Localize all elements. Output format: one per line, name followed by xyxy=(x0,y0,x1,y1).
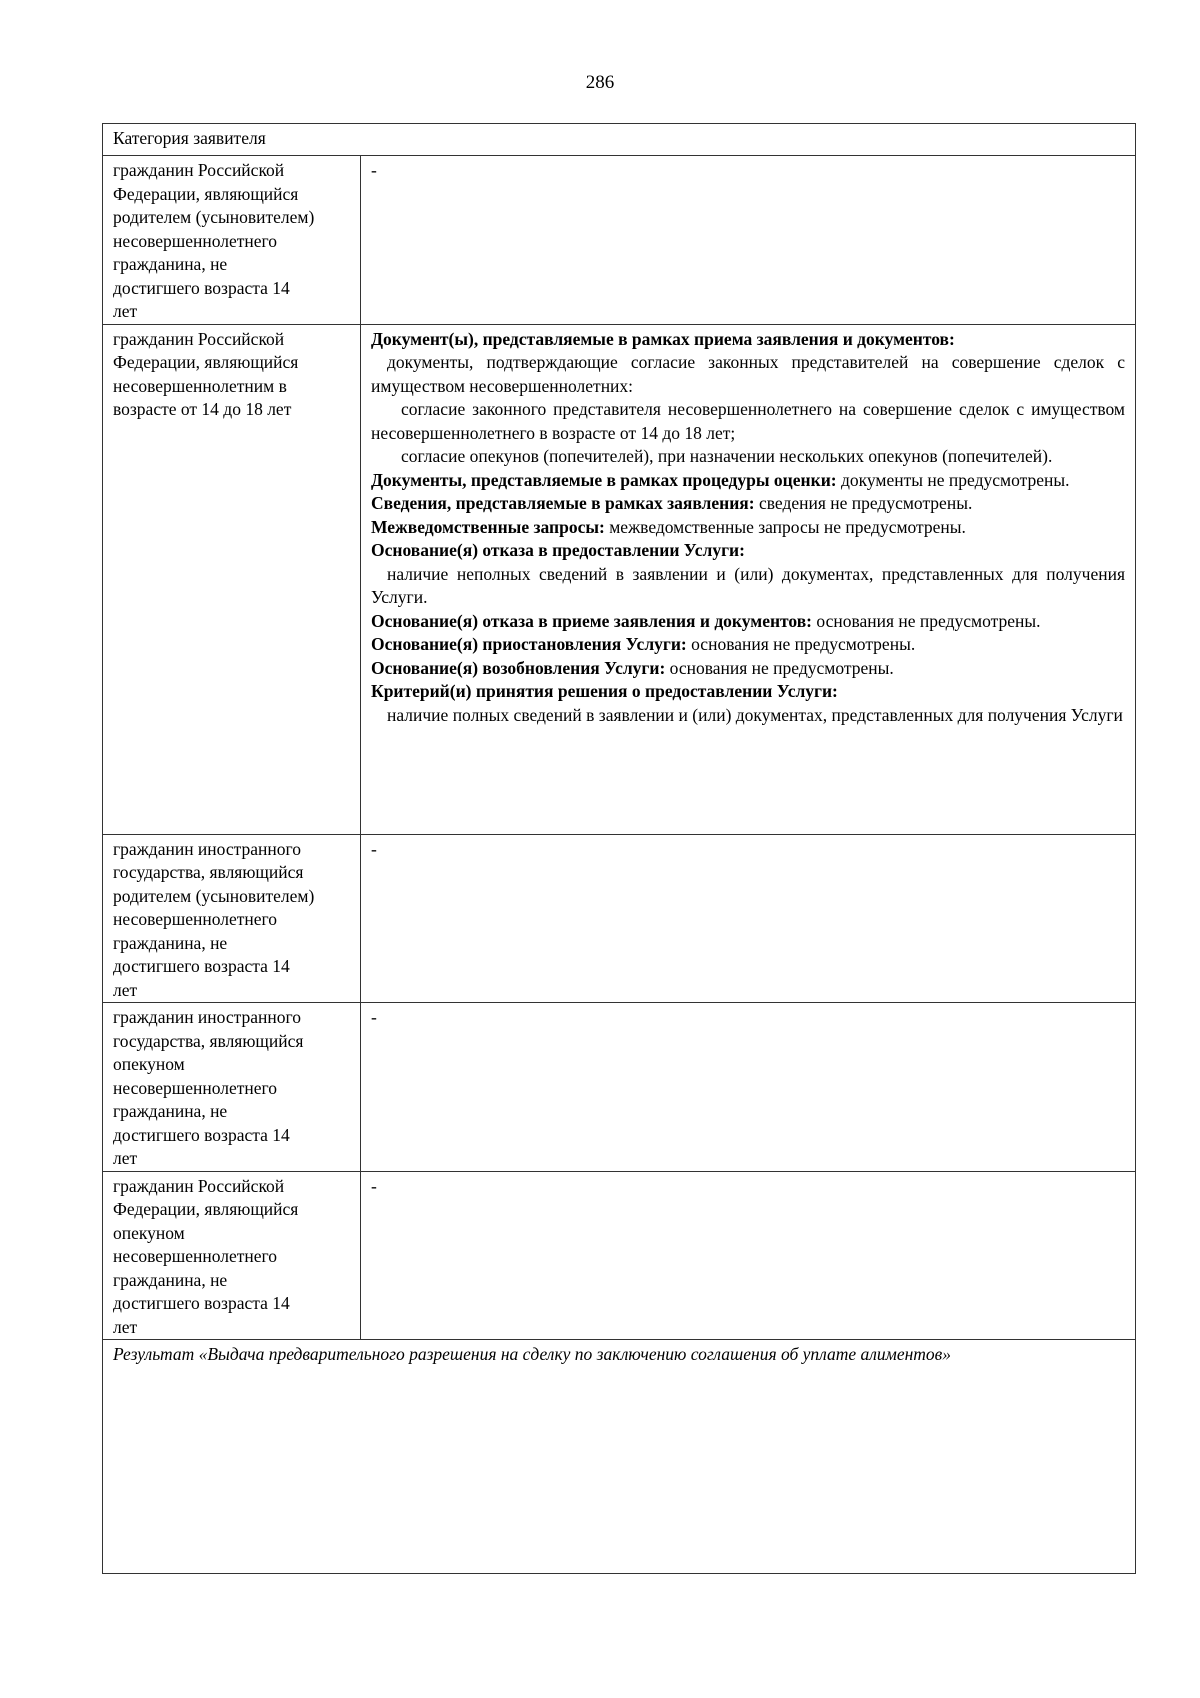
suspend-line xyxy=(371,633,1125,657)
resume-label: Основание(я) возобновления Услуги: xyxy=(371,657,666,678)
resume-value: основания не предусмотрены. xyxy=(669,657,894,678)
category-line: достигшего возраста 14 xyxy=(113,956,290,976)
docs-heading: Документ(ы), представляемые в рамках приема заявления и документов: xyxy=(371,328,955,349)
docs-sub-item: согласие опекунов (попечителей), при назначении нескольких опекунов (попечителей). xyxy=(401,446,1053,466)
refusal-accept-value: основания не предусмотрены. xyxy=(816,610,1041,631)
table-row xyxy=(103,156,1136,325)
category-line: лет xyxy=(113,979,138,1000)
table-row xyxy=(103,1171,1136,1340)
applicant-category-table xyxy=(102,123,1136,1574)
table-header-cell: Категория заявителя xyxy=(103,124,1136,156)
category-line: гражданина, не xyxy=(113,1101,228,1121)
category-line: достигшего возраста 14 xyxy=(113,277,290,298)
table-row xyxy=(103,834,1136,1003)
category-line: лет xyxy=(113,301,138,321)
category-line: гражданин Российской xyxy=(113,328,285,349)
info-value: сведения не предусмотрены. xyxy=(758,493,973,513)
result-row xyxy=(103,1340,1136,1574)
interagency-value: межведомственные запросы не предусмотрены. xyxy=(609,516,966,537)
category-line: несовершеннолетнего xyxy=(113,909,278,929)
category-line: возрасте от 14 до 18 лет xyxy=(113,399,292,419)
criteria-item: наличие полных сведений в заявлении и (или) документах, представленных для получения Услуги xyxy=(387,704,1123,725)
category-cell xyxy=(103,1003,361,1172)
eval-docs-value: документы не предусмотрены. xyxy=(841,469,1070,490)
category-line: Федерации, являющийся xyxy=(113,1199,299,1219)
interagency-line xyxy=(371,516,1125,540)
category-line: несовершеннолетнего xyxy=(113,1077,278,1098)
category-line: достигшего возраста 14 xyxy=(113,1124,290,1145)
category-line: гражданин Российской xyxy=(113,160,285,180)
refusal-accept-line xyxy=(371,610,1125,634)
category-cell xyxy=(103,156,361,325)
content-cell: - xyxy=(361,1171,1136,1340)
docs-sub-item: согласие законного представителя несовершеннолетнего на совершение сделок с имуществом несовершеннолетнего в возрасте от 14 до 18 лет; xyxy=(371,399,1126,443)
category-line: гражданин иностранного xyxy=(113,1007,301,1027)
content-cell: - xyxy=(361,1003,1136,1172)
refusal-service-item: наличие неполных сведений в заявлении и (или) документах, представленных для получения Услуги. xyxy=(371,563,1126,607)
category-line: несовершеннолетнего xyxy=(113,1246,278,1266)
category-line: лет xyxy=(113,1148,138,1168)
resume-line xyxy=(371,657,1125,681)
category-line: государства, являющийся xyxy=(113,862,304,882)
eval-docs-line xyxy=(371,469,1125,493)
result-cell: Результат «Выдача предварительного разрешения на сделку по заключению соглашения об уплате алиментов» xyxy=(103,1340,1136,1574)
category-line: несовершеннолетнего xyxy=(113,230,278,251)
content-cell-details xyxy=(361,324,1136,834)
category-line: гражданин иностранного xyxy=(113,838,301,859)
category-line: гражданина, не xyxy=(113,1269,228,1290)
category-line: несовершеннолетним в xyxy=(113,375,287,396)
info-line xyxy=(371,492,1125,516)
table-header-row xyxy=(103,124,1136,156)
category-cell xyxy=(103,834,361,1003)
category-line: родителем (усыновителем) xyxy=(113,885,315,906)
refusal-accept-label: Основание(я) отказа в приеме заявления и документов: xyxy=(371,610,813,631)
category-line: родителем (усыновителем) xyxy=(113,207,315,227)
content-cell: - xyxy=(361,156,1136,325)
category-line: государства, являющийся xyxy=(113,1030,304,1051)
content-cell: - xyxy=(361,834,1136,1003)
category-line: гражданина, не xyxy=(113,932,228,953)
category-line: достигшего возраста 14 xyxy=(113,1293,290,1313)
category-cell xyxy=(103,324,361,834)
category-line: гражданин Российской xyxy=(113,1175,285,1196)
table-row xyxy=(103,324,1136,834)
table-row xyxy=(103,1003,1136,1172)
criteria-heading: Критерий(и) принятия решения о предоставлении Услуги: xyxy=(371,681,838,701)
category-line: опекуном xyxy=(113,1054,185,1074)
category-line: Федерации, являющийся xyxy=(113,183,299,204)
category-line: лет xyxy=(113,1316,138,1337)
page-number: 286 xyxy=(585,72,615,93)
interagency-label: Межведомственные запросы: xyxy=(371,516,605,537)
docs-item: документы, подтверждающие согласие законных представителей на совершение сделок с имуществом несовершеннолетних: xyxy=(371,352,1126,396)
category-cell xyxy=(103,1171,361,1340)
category-line: гражданина, не xyxy=(113,254,228,274)
suspend-value: основания не предусмотрены. xyxy=(691,634,916,654)
suspend-label: Основание(я) приостановления Услуги: xyxy=(371,634,687,654)
refusal-service-heading: Основание(я) отказа в предоставлении Услуги: xyxy=(371,540,745,560)
eval-docs-label: Документы, представляемые в рамках процедуры оценки: xyxy=(371,469,837,490)
category-line: Федерации, являющийся xyxy=(113,352,299,372)
info-label: Сведения, представляемые в рамках заявления: xyxy=(371,493,755,513)
category-line: опекуном xyxy=(113,1222,185,1243)
